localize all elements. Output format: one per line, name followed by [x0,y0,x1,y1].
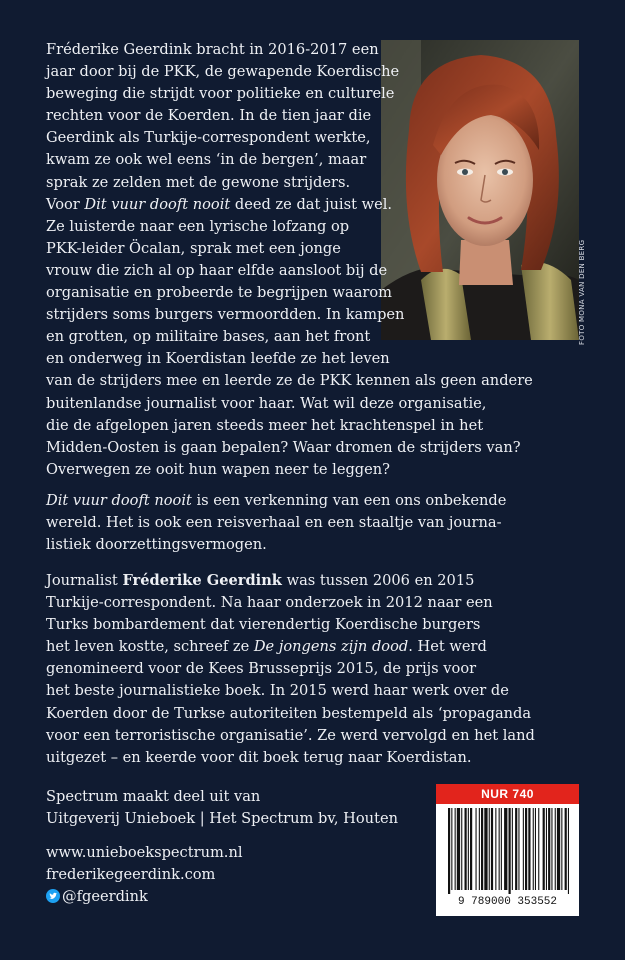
barcode-bar [518,808,519,890]
text-line: voor een terroristische organisatie’. Ze werd vervolgd en het land [46,726,535,744]
barcode-bar [568,808,569,894]
barcode-bar [543,808,545,890]
barcode-bars [448,808,570,894]
text-line: Midden-Oosten is gaan bepalen? Waar dromen de strijders van? [46,438,521,456]
barcode-bar [457,808,460,890]
barcode-bar [495,808,496,890]
text-line: buitenlandse journalist voor haar. Wat wil deze organisatie, [46,394,487,412]
barcode-bar [548,808,550,890]
barcode-bar [561,808,562,890]
text-line: die de afgelopen jaren steeds meer het krachtenspel in het [46,416,484,434]
text-line: van de strijders mee en leerde ze de PKK kennen als geen andere [46,372,533,390]
barcode-bar [499,808,500,890]
text-fragment: was tussen 2006 en 2015 [281,572,475,589]
text-line: beweging die strijdt voor politieke en culturele [46,85,395,103]
text-line: Turks bombardement dat vierendertig Koerdische burgers [46,616,481,634]
text-line: rechten voor de Koerden. In de tien jaar die [46,107,372,125]
blurb-paragraph-2 [46,490,506,556]
text-line: en onderweg in Koerdistan leefde ze het leven [46,350,390,368]
twitter-icon [46,888,60,902]
book-title: Dit vuur dooft nooit [84,195,231,213]
barcode-bar [468,808,469,890]
barcode-box [436,784,579,916]
web-links [46,842,243,908]
text-line: vrouw die zich al op haar elfde aansloot bij de [46,261,388,279]
text-line: Geerdink als Turkije-correspondent werkte, [46,129,371,147]
nur-label: NUR 740 [436,784,579,804]
text-line: uitgezet – en keerde voor dit boek terug naar Koerdistan. [46,748,472,766]
text-line: Ze luisterde naar een lyrische lofzang op [46,217,350,235]
text-line: genomineerd voor de Kees Brusseprijs 2015, de prijs voor [46,660,477,678]
text-line [46,636,535,658]
barcode-bar [557,808,560,890]
text-line: kwam ze ook wel eens ‘in de bergen’, maar [46,151,367,169]
text-fragment: het leven kostte, schreef ze [46,638,254,656]
barcode-bar [515,808,517,890]
barcode-bar [533,808,534,890]
text-line: Uitgeverij Unieboek | Het Spectrum bv, Houten [46,810,398,828]
text-line: sprak ze zelden met de gewone strijders. [46,173,351,191]
barcode-bar [565,808,567,890]
text-fragment: deed ze dat juist wel. [230,195,393,213]
author-name: Fréderike Geerdink [122,572,282,589]
publisher-info [46,786,398,830]
twitter-handle: @fgeerdink [62,888,148,906]
barcode-bar [470,808,472,890]
text-line: het beste journalistieke boek. In 2015 werd haar werk over de [46,682,509,700]
text-fragment: Voor [46,195,85,213]
website-link-publisher[interactable]: www.unieboekspectrum.nl [46,844,243,861]
barcode-bar [451,808,452,890]
text-fragment: . Het werd [408,638,487,656]
barcode-bar [448,808,450,894]
website-link-author[interactable]: frederikegeerdink.com [46,866,216,884]
barcode-bar [512,808,513,890]
text-line: PKK-leider Öcalan, sprak met een jonge [46,239,341,257]
text-line: en grotten, op militaire bases, aan het front [46,328,371,346]
barcode-bar [538,808,539,890]
barcode-bar [461,808,462,890]
barcode-bar [546,808,547,890]
barcode-bar [479,808,480,890]
text-fragment: Journalist [46,572,123,589]
text-fragment: is een verkenning van een ons onbekende [191,492,507,509]
barcode-bar [555,808,556,890]
text-line [46,570,535,592]
barcode-bar [489,808,490,890]
barcode-bar [491,808,493,890]
barcode-bar [455,808,456,890]
text-line: Koerden door de Turkse autoriteiten bestempeld als ‘propaganda [46,704,532,722]
text-line: Fréderike Geerdink bracht in 2016-2017 een [46,41,379,58]
barcode-bar [525,808,527,890]
barcode-bar [465,808,467,890]
text-line [46,490,506,512]
barcode-bar [476,808,477,890]
barcode-bar [528,808,530,890]
barcode-bar [535,808,536,890]
barcode-bar [523,808,524,890]
text-line: Turkije-correspondent. Na haar onderzoek in 2012 naar een [46,594,493,612]
author-bio [46,570,535,769]
previous-book-title: De jongens zijn dood [253,638,409,656]
barcode-bar [504,808,507,890]
blurb-paragraph-1 [46,39,533,481]
text-line: Spectrum maakt deel uit van [46,788,261,805]
text-line [46,194,533,216]
barcode-bar [551,808,552,890]
barcode-bar [484,808,487,890]
isbn-number: 9 789000 353552 [457,896,558,908]
barcode-bar [481,808,483,890]
text-line: wereld. Het is ook een reisverhaal en een staaltje van journa- [46,514,502,532]
text-line: organisatie en probeerde te begrijpen waarom [46,284,392,302]
text-line: listiek doorzettingsvermogen. [46,536,267,554]
book-title: Dit vuur dooft nooit [46,492,192,509]
twitter-handle-row[interactable] [46,886,243,908]
photo-credit: FOTO MONA VAN DEN BERG [578,239,586,345]
text-line: jaar door bij de PKK, de gewapende Koerdische [46,63,400,81]
text-line: Overwegen ze ooit hun wapen neer te leggen? [46,460,390,478]
barcode-bar [509,808,511,894]
barcode-bar [501,808,502,890]
text-line: strijders soms burgers vermoordden. In kampen [46,306,405,324]
